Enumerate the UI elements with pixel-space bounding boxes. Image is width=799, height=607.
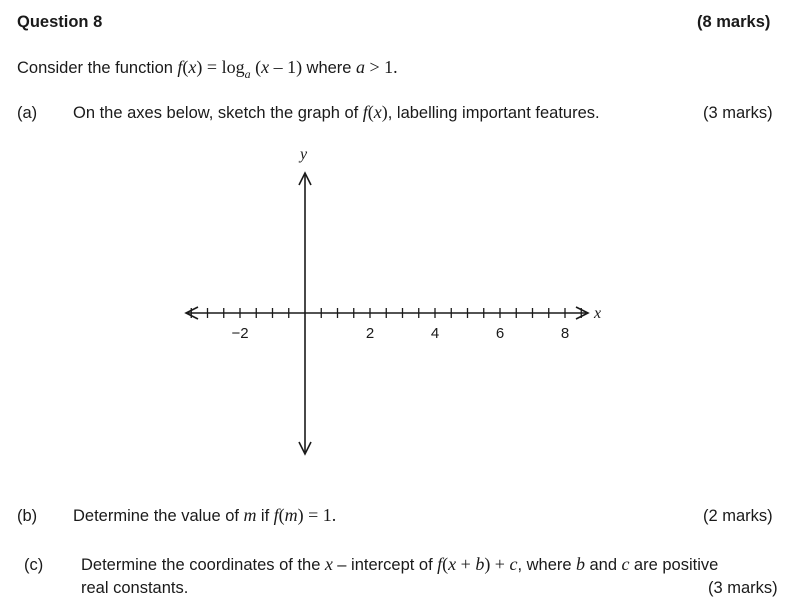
part-c-x2: x (448, 554, 457, 574)
intro-log-base: a (244, 67, 251, 81)
y-axis-label: y (300, 146, 308, 163)
part-c-c2: c (621, 554, 630, 574)
part-a-x: x (373, 102, 382, 122)
x-tick-label: 6 (495, 325, 505, 342)
part-b-text-before: Determine the value of (73, 507, 240, 525)
part-c-text-before: Determine the coordinates of the (81, 556, 321, 574)
part-c-c: c (509, 554, 518, 574)
part-b-text: Determine the value of m if f(m) = 1. (73, 505, 337, 525)
total-marks: (8 marks) (697, 13, 771, 31)
part-a-text-after: , labelling important features. (387, 104, 600, 122)
part-b-if: if (260, 507, 270, 525)
part-a-label: (a) (17, 104, 38, 122)
part-c-marks: (3 marks) (708, 579, 778, 597)
part-c-b2: b (576, 554, 586, 574)
part-c-label: (c) (24, 556, 44, 574)
intro-lead: Consider the function (17, 59, 173, 77)
intro-where: where (306, 59, 352, 77)
intro-cond-var: a (355, 57, 365, 77)
part-c-are-positive: are positive (633, 556, 719, 574)
question-title: Question 8 (17, 13, 103, 31)
axes-graph (150, 140, 620, 460)
part-a-text-before: On the axes below, sketch the graph of (73, 104, 359, 122)
part-c-f: f (437, 554, 443, 574)
part-b-label: (b) (17, 507, 38, 525)
intro-x: x (188, 57, 197, 77)
intro-minus-one: 1 (287, 57, 297, 77)
part-b-equals: = 1. (308, 505, 337, 525)
part-c-text-line1: Determine the coordinates of the x – intercept of f(x + b) + c, where b and c are positive (81, 554, 719, 574)
x-axis-label: x (594, 305, 602, 322)
part-a-text: On the axes below, sketch the graph of f(x), labelling important features. (73, 102, 600, 122)
part-a-f: f (362, 102, 368, 122)
x-tick-label: 8 (560, 325, 570, 342)
x-tick-label: 4 (430, 325, 440, 342)
part-b-m: m (243, 505, 257, 525)
part-c-text-line2: real constants. (81, 579, 189, 597)
x-tick-label: −2 (231, 325, 249, 342)
intro-arg-x: x (261, 57, 270, 77)
intro-log: log (221, 57, 245, 77)
part-b-m2: m (284, 505, 298, 525)
part-c-b: b (475, 554, 485, 574)
intro-line: Consider the function $f(x) = \log_a (x - 1)$ where a > 1. (17, 57, 398, 81)
x-axis-tick-labels (231, 325, 569, 342)
part-c-where: , where (517, 556, 572, 574)
part-b-f: f (273, 505, 279, 525)
part-a-marks: (3 marks) (703, 104, 773, 122)
x-tick-label: 2 (365, 325, 375, 342)
part-c-dash-intercept: – intercept of (337, 556, 433, 574)
part-b-marks: (2 marks) (703, 507, 773, 525)
intro-f: f (177, 57, 183, 77)
intro-cond-val: 1. (384, 57, 398, 77)
part-c-and: and (589, 556, 618, 574)
part-c-x: x (324, 554, 333, 574)
